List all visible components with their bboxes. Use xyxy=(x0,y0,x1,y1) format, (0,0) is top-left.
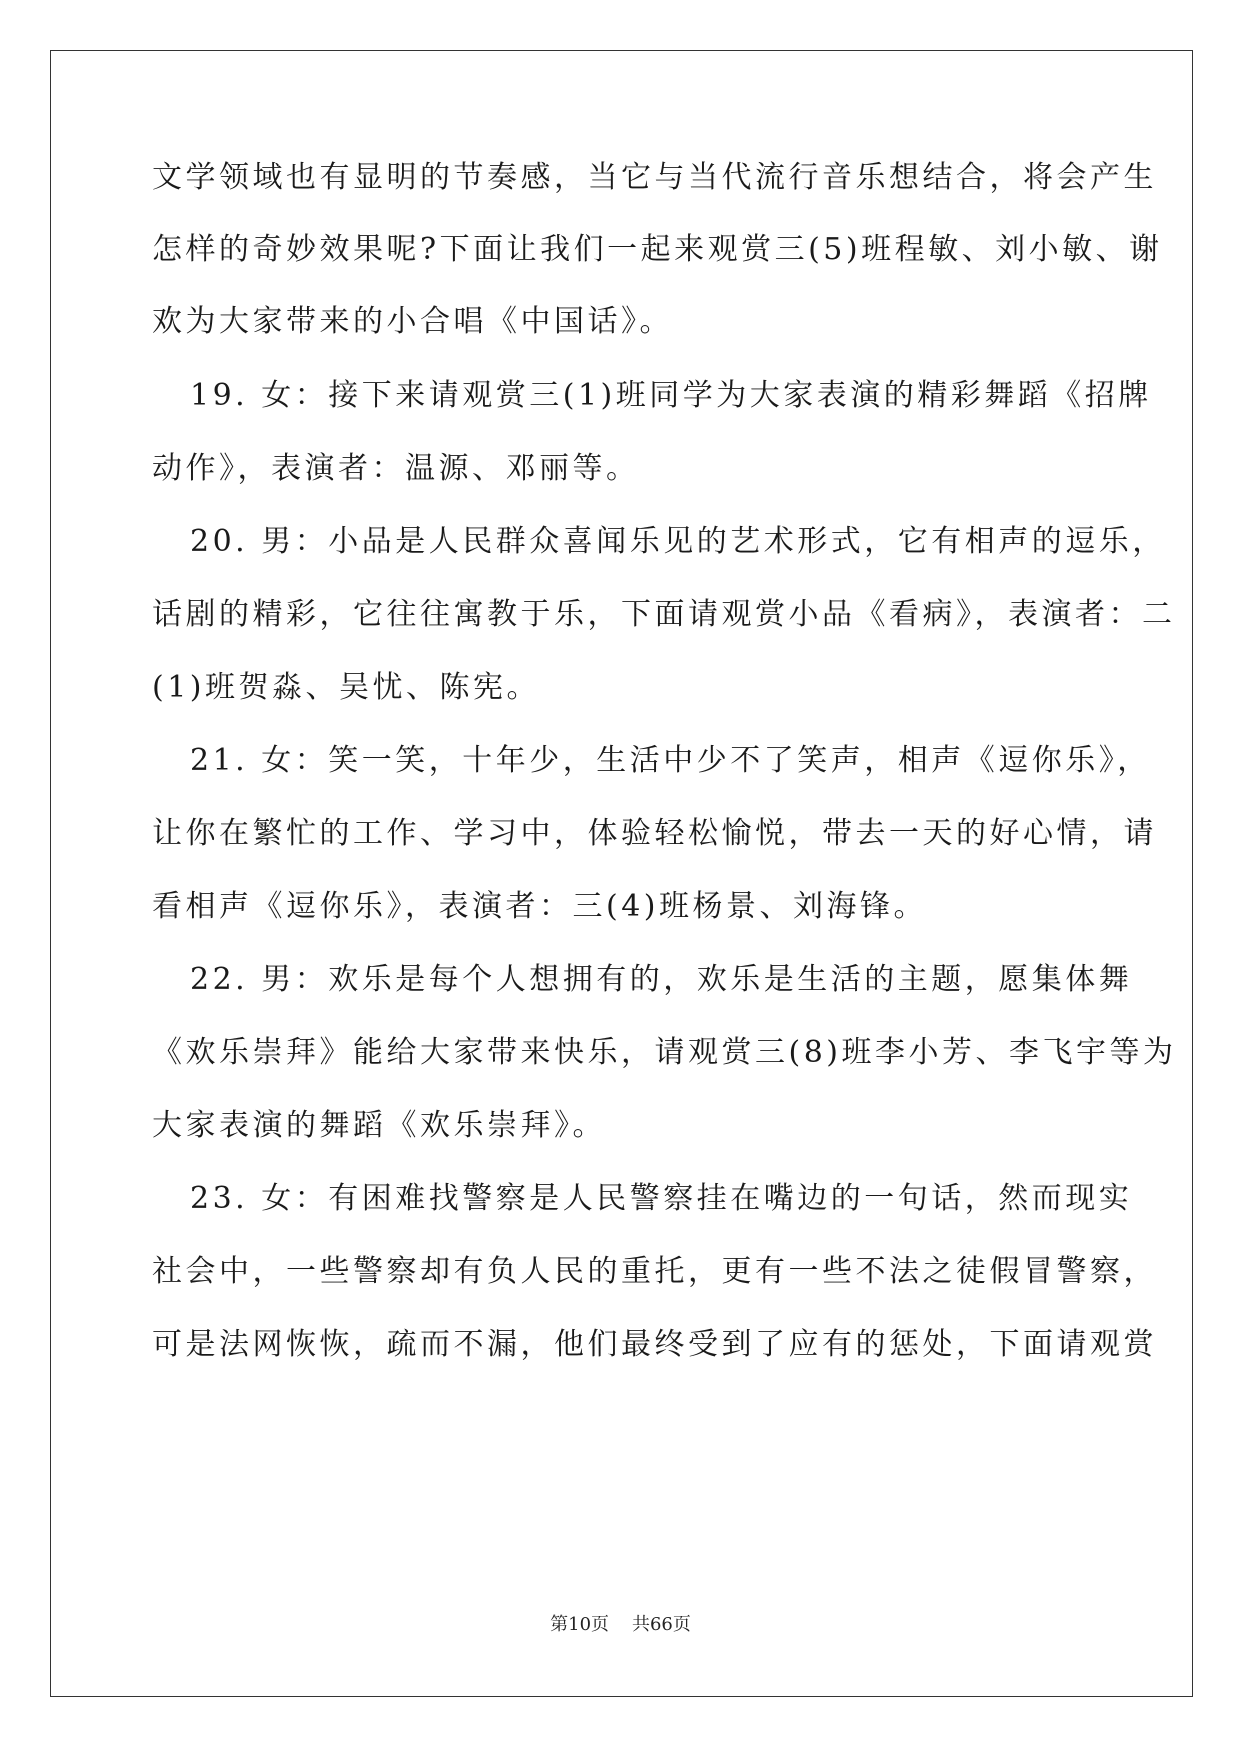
text-line: 话剧的精彩，它往往寓教于乐，下面请观赏小品《看病》，表演者：二 xyxy=(152,597,1176,632)
text-line: 看相声《逗你乐》，表演者：三(4)班杨景、刘海锋。 xyxy=(152,889,927,924)
text-line: 怎样的奇妙效果呢?下面让我们一起来观赏三(5)班程敏、刘小敏、谢 xyxy=(152,232,1163,267)
text-line: 让你在繁忙的工作、学习中，体验轻松愉悦，带去一天的好心情，请 xyxy=(152,816,1157,851)
text-line: 23. 女：有困难找警察是人民警察挂在嘴边的一句话，然而现实 xyxy=(190,1181,1133,1216)
text-line: 《欢乐崇拜》能给大家带来快乐，请观赏三(8)班李小芳、李飞宇等为 xyxy=(152,1035,1177,1070)
text-line: 19. 女：接下来请观赏三(1)班同学为大家表演的精彩舞蹈《招牌 xyxy=(190,378,1152,413)
text-line: 大家表演的舞蹈《欢乐崇拜》。 xyxy=(152,1108,606,1143)
text-line: 20. 男：小品是人民群众喜闻乐见的艺术形式，它有相声的逗乐， xyxy=(190,524,1166,559)
page-total: 共66页 xyxy=(631,1614,691,1635)
text-line: 欢为大家带来的小合唱《中国话》。 xyxy=(152,304,673,339)
text-line: 22. 男：欢乐是每个人想拥有的，欢乐是生活的主题，愿集体舞 xyxy=(190,962,1133,997)
page-footer xyxy=(0,1610,1241,1636)
text-line: 社会中，一些警察却有负人民的重托，更有一些不法之徒假冒警察， xyxy=(152,1254,1157,1289)
text-line: 21. 女：笑一笑，十年少，生活中少不了笑声，相声《逗你乐》， xyxy=(190,743,1151,778)
text-line: 文学领域也有显明的节奏感，当它与当代流行音乐想结合，将会产生 xyxy=(152,160,1157,195)
text-line: 可是法网恢恢，疏而不漏，他们最终受到了应有的惩处，下面请观赏 xyxy=(152,1327,1157,1362)
text-line: (1)班贺淼、吴忧、陈宪。 xyxy=(152,670,540,705)
text-line: 动作》，表演者：温源、邓丽等。 xyxy=(152,451,640,486)
page-number: 第10页 xyxy=(550,1614,610,1635)
